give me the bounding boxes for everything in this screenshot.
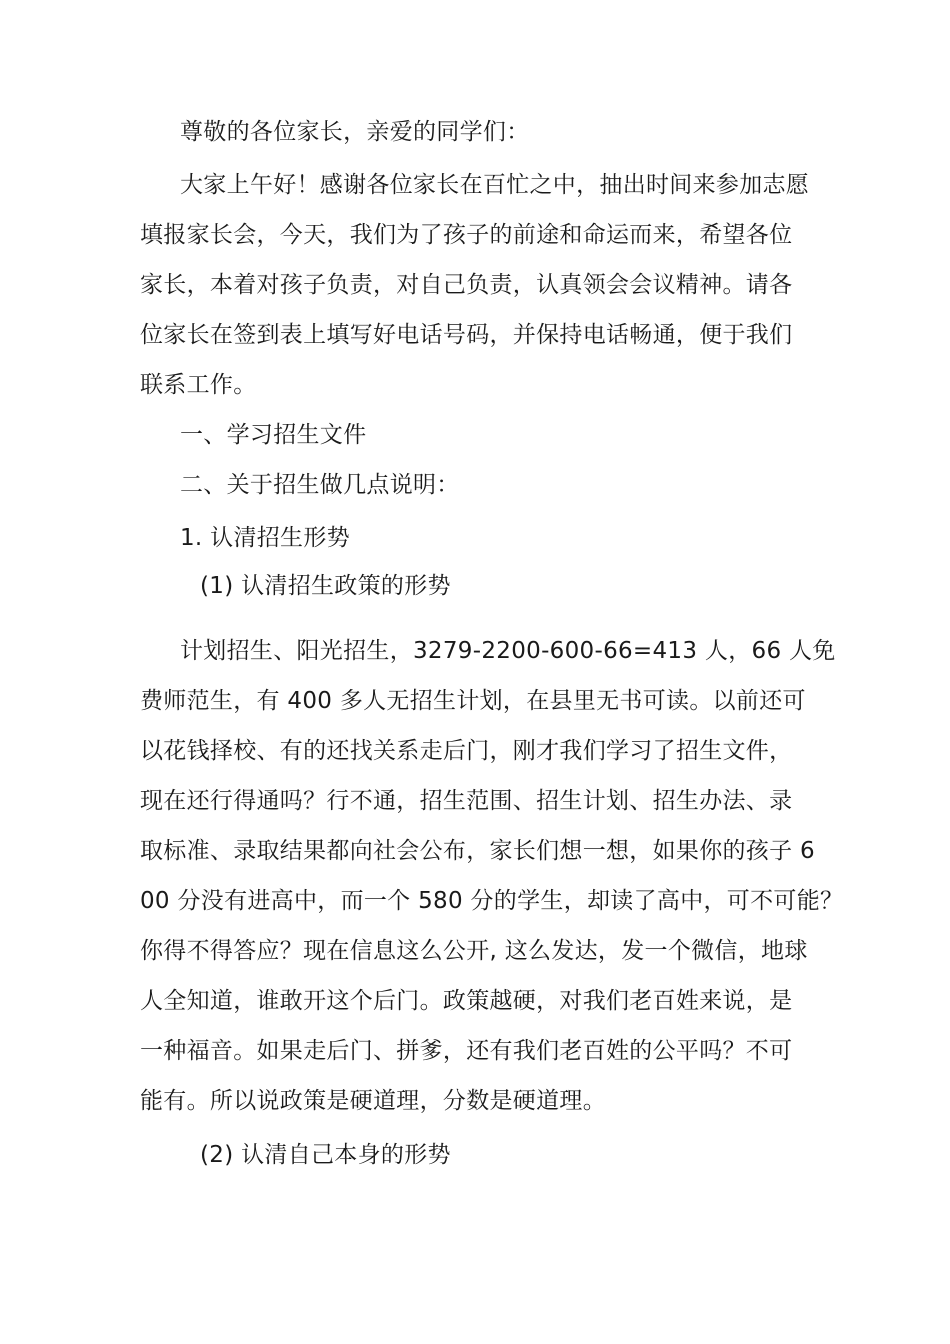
item-heading: 1. 认清招生形势	[180, 525, 350, 551]
intro-line: 大家上午好！感谢各位家长在百忙之中，抽出时间来参加志愿	[180, 172, 810, 198]
body-line: 人全知道，谁敢开这个后门。政策越硬，对我们老百姓来说，是	[140, 988, 793, 1014]
intro-line: 位家长在签到表上填写好电话号码，并保持电话畅通，便于我们	[140, 322, 793, 348]
body-line: 计划招生、阳光招生，3279-2200-600-66=413 人，66 人免	[180, 638, 836, 664]
body-line: 能有。所以说政策是硬道理，分数是硬道理。	[140, 1088, 606, 1114]
body-line: 以花钱择校、有的还找关系走后门，刚才我们学习了招生文件，	[140, 738, 793, 764]
intro-line: 联系工作。	[140, 372, 257, 398]
intro-line: 填报家长会，今天，我们为了孩子的前途和命运而来，希望各位	[140, 222, 793, 248]
section-heading: 二、关于招生做几点说明：	[180, 472, 460, 498]
body-line: 取标准、录取结果都向社会公布，家长们想一想，如果你的孩子 6	[140, 838, 815, 864]
sub-item-heading: (2) 认清自己本身的形势	[200, 1142, 451, 1168]
body-line: 一种福音。如果走后门、拼爹，还有我们老百姓的公平吗？不可	[140, 1038, 793, 1064]
body-line: 费师范生，有 400 多人无招生计划，在县里无书可读。以前还可	[140, 688, 806, 714]
greeting: 尊敬的各位家长，亲爱的同学们：	[180, 119, 530, 145]
intro-line: 家长，本着对孩子负责，对自己负责，认真领会会议精神。请各	[140, 272, 793, 298]
body-line: 你得不得答应？现在信息这么公开, 这么发达，发一个微信，地球	[140, 938, 808, 964]
body-line: 00 分没有进高中，而一个 580 分的学生，却读了高中，可不可能？	[140, 888, 844, 914]
sub-item-heading: (1) 认清招生政策的形势	[200, 573, 451, 599]
body-line: 现在还行得通吗？行不通，招生范围、招生计划、招生办法、录	[140, 788, 793, 814]
section-heading: 一、学习招生文件	[180, 422, 367, 448]
